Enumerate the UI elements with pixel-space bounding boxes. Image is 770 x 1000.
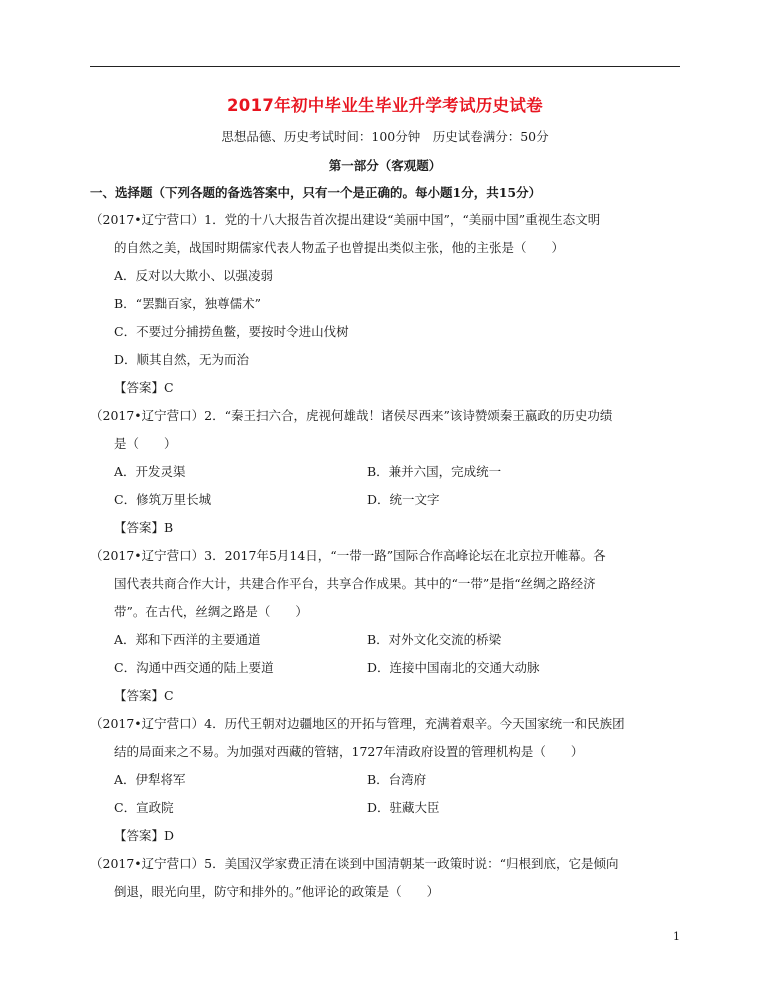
question-2-line-2: 是（ ）	[114, 436, 177, 451]
question-2-option-d: D．统一文字	[367, 492, 440, 507]
question-4-line-2: 结的局面来之不易。为加强对西藏的管辖，1727年清政府设置的管理机构是（ ）	[114, 744, 584, 759]
section-heading: 一、选择题（下列各题的备选答案中，只有一个是正确的。每小题1分，共15分）	[90, 185, 542, 200]
question-1-answer: 【答案】C	[114, 380, 174, 395]
question-1-line-1: （2017•辽宁营口）1．党的十八大报告首次提出建设“美丽中国”，“美丽中国”重视生态文明	[90, 212, 601, 227]
question-2-option-c: C．修筑万里长城	[114, 492, 212, 507]
question-1-option-c: C．不要过分捕捞鱼鳖，要按时令进山伐树	[114, 324, 349, 339]
page-number: 1	[673, 930, 680, 943]
question-4-option-a: A．伊犁将军	[114, 772, 186, 787]
question-4-option-d: D．驻藏大臣	[367, 800, 440, 815]
question-1-option-a: A．反对以大欺小、以强凌弱	[114, 268, 274, 283]
question-3-line-2: 国代表共商合作大计，共建合作平台，共享合作成果。其中的“一带”是指“丝绸之路经济	[114, 576, 596, 591]
question-3-option-b: B．对外文化交流的桥梁	[367, 632, 502, 647]
question-4-answer: 【答案】D	[114, 828, 175, 843]
question-4-line-1: （2017•辽宁营口）4．历代王朝对边疆地区的开拓与管理，充满着艰辛。今天国家统一和民族团	[90, 716, 625, 731]
question-3-line-1: （2017•辽宁营口）3．2017年5月14日，“一带一路”国际合作高峰论坛在北京拉开帷幕。各	[90, 548, 606, 563]
question-5-line-2: 倒退，眼光向里，防守和排外的。”他评论的政策是（ ）	[114, 884, 440, 899]
question-3-answer: 【答案】C	[114, 688, 174, 703]
question-3-option-c: C．沟通中西交通的陆上要道	[114, 660, 274, 675]
question-2-line-1: （2017•辽宁营口）2．“秦王扫六合，虎视何雄哉！诸侯尽西来”该诗赞颂秦王嬴政的历史功绩	[90, 408, 613, 423]
question-3-option-a: A．郑和下西洋的主要通道	[114, 632, 261, 647]
question-4-option-b: B．台湾府	[367, 772, 427, 787]
page-title: 2017年初中毕业生毕业升学考试历史试卷	[227, 96, 543, 115]
question-3-line-3: 带”。在古代，丝绸之路是（ ）	[114, 604, 308, 619]
header-rule	[90, 66, 680, 67]
question-1-line-2: 的自然之美，战国时期儒家代表人物孟子也曾提出类似主张，他的主张是（ ）	[114, 240, 565, 255]
part-heading: 第一部分（客观题）	[328, 158, 442, 173]
question-2-option-b: B．兼并六国，完成统一	[367, 464, 502, 479]
question-1-option-d: D．顺其自然，无为而治	[114, 352, 250, 367]
question-2-option-a: A．开发灵渠	[114, 464, 186, 479]
question-1-option-b: B．“罢黜百家，独尊儒术”	[114, 296, 261, 311]
question-4-option-c: C．宣政院	[114, 800, 174, 815]
question-5-line-1: （2017•辽宁营口）5．美国汉学家费正清在谈到中国清朝某一政策时说：“归根到底，它是倾向	[90, 856, 619, 871]
exam-info: 思想品德、历史考试时间：100分钟 历史试卷满分：50分	[221, 129, 549, 144]
question-2-answer: 【答案】B	[114, 520, 174, 535]
question-3-option-d: D．连接中国南北的交通大动脉	[367, 660, 540, 675]
